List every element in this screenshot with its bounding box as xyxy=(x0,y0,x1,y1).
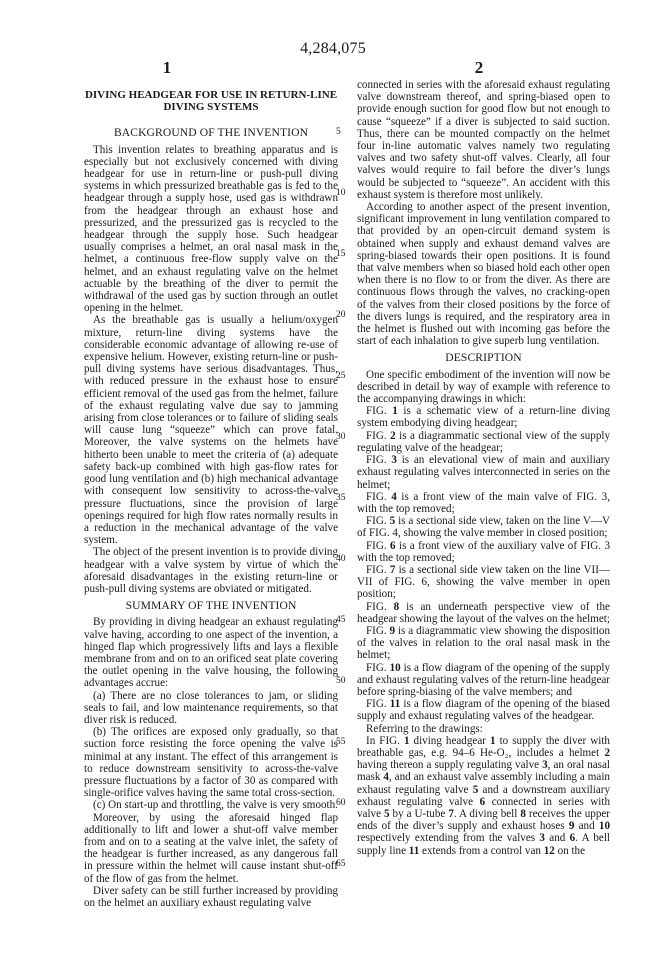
figure-label: FIG. xyxy=(366,429,391,442)
figure-label: FIG. xyxy=(366,624,390,637)
figure-description: FIG. 5 is a sectional side view, taken on the line V—V of FIG. 4, showing the valve member in closed position; xyxy=(357,515,610,540)
figure-description: FIG. 11 is a flow diagram of the opening of the biased supply and exhaust regulating valves of the headgear. xyxy=(357,698,610,723)
figure-description: FIG. 10 is a flow diagram of the opening of the supply and exhaust regulating valves of the return-line headgear before spring-biasing of the valve members; and xyxy=(357,661,610,698)
line-number: 40 xyxy=(336,554,346,564)
background-paragraph: As the breathable gas is usually a helium/oxygen mixture, return-line diving systems have the considerable economic advantage of allowing re-use of expensive helium. However, existing return-line or push-pull diving systems have serious disadvantages. Thus, with reduced pressure in the exhaust hose to ensure efficient removal of the used gas from the helmet, failure of the exhaust regulating valve due say to jamming arising from close tolerances or to failure of sliding seals will cause lung “squeeze” which can prove fatal. Moreover, the valve systems on the helmets have hitherto been unable to meet the criteria of (a) adequate safety back-up combined with high gas-flow rates for good lung ventilation and (b) high mechanical advantage with consequent low sensitivity to across-the-valve pressure fluctuations, since the provision of large openings required for high flow rates normally results in a reduction in the mechanical advantage of the valve system. xyxy=(84,314,338,547)
line-number: 10 xyxy=(336,188,346,198)
description-intro: One specific embodiment of the invention will now be described in detail by way of example with reference to the accompanying drawings in which: xyxy=(357,368,610,406)
line-number: 35 xyxy=(336,493,346,503)
line-number: 5 xyxy=(336,127,341,137)
figure-description: FIG. 7 is a sectional side view taken on the line VII—VII of FIG. 6, showing the valve member in open position; xyxy=(357,563,610,601)
line-number: 30 xyxy=(336,432,346,442)
summary-paragraph: (b) The orifices are exposed only gradually, so that suction force resisting the force opening the valve is minimal at any instant. The effect of this arrangement is to reduce downstream sensitivity to across-the-valve pressure fluctuations by a factor of 30 as compared with single-orifice valves having the same total cross-section. xyxy=(84,726,338,800)
figure-description: FIG. 4 is a front view of the main valve of FIG. 3, with the top removed; xyxy=(357,490,610,515)
background-paragraph: This invention relates to breathing apparatus and is especially but not exclusively concerned with diving headgear for use in return-line or push-pull diving systems in which pressurized breathable gas is fed to the headgear through a supply hose, used gas is withdrawn from the headgear through an exhaust hose and pressurized, and the pressurized gas is recycled to the headgear through the supply hose. Such headgear usually comprises a helmet, an oral nasal mask in the helmet, a continuous free-flow supply valve on the helmet, and an exhaust regulating valve on the helmet actuable by the breathing of the diver to permit the withdrawal of the used gas by suction through an outlet opening in the helmet. xyxy=(84,143,338,315)
figure-label: FIG. xyxy=(366,563,390,576)
continuation-paragraph: According to another aspect of the present invention, significant improvement in lung ventilation compared to that provided by an open-circuit demand system is obtained when supply and exhaust demand valves are spring-biased towards their open positions. It is found that valve members when so biased hold each other open when there is no flow to or from the diver. As there are continuous flows through the valves, no cracking-open of the valves from their closed positions by the force of the divers lungs is required, and the respiratory area in the helmet is flushed out with incoming gas before the start of each inhalation to give superb lung ventilation. xyxy=(357,201,610,348)
patent-title: DIVING HEADGEAR FOR USE IN RETURN-LINE DIVING SYSTEMS xyxy=(84,89,338,114)
figure-label: FIG. xyxy=(366,515,390,528)
figure-description: FIG. 8 is an underneath perspective view of the headgear showing the layout of the valves on the helmet; xyxy=(357,600,610,625)
detail-paragraph: In FIG. 1 diving headgear 1 to supply the diver with breathable gas, e.g. 94–6 He-O₂, includes a helmet 2 having thereon a supply regulating valve 3, an oral nasal mask 4, and an exhaust valve assembly including a main exhaust regulating valve 5 and a downstream auxiliary exhaust regulating valve 6 connected in series with valve 5 by a U-tube 7. A diving bell 8 receives the upper ends of the diver’s supply and exhaust hoses 9 and 10 respectively extending from the valves 3 and 6. A bell supply line 11 extends from a control van 12 on the xyxy=(357,734,611,857)
figure-label: FIG. xyxy=(366,490,392,503)
summary-heading: SUMMARY OF THE INVENTION xyxy=(125,599,297,613)
right-column xyxy=(357,79,610,857)
description-heading: DESCRIPTION xyxy=(445,351,522,365)
column-number-right: 2 xyxy=(474,58,484,77)
figure-label: FIG. xyxy=(366,405,393,418)
line-number: 20 xyxy=(336,310,346,320)
figure-description: FIG. 9 is a diagrammatic view showing the disposition of the valves in relation to the oral nasal mask in the helmet; xyxy=(357,624,610,662)
figure-label: FIG. xyxy=(366,539,391,552)
figure-label: FIG. xyxy=(366,600,394,613)
summary-paragraph: Diver safety can be still further increased by providing on the helmet an auxiliary exhaust regulating valve xyxy=(84,884,338,909)
summary-paragraph: (a) There are no close tolerances to jam, or sliding seals to fail, and low maintenance requirements, so that diver risk is reduced. xyxy=(84,689,338,726)
left-column xyxy=(84,89,338,909)
summary-paragraph: (c) On start-up and throttling, the valve is very smooth. xyxy=(93,799,338,812)
line-number: 55 xyxy=(336,737,346,747)
figure-label: FIG. xyxy=(366,661,390,674)
line-number: 25 xyxy=(336,371,346,381)
figure-list xyxy=(357,405,610,722)
column-number-left: 1 xyxy=(162,58,172,77)
figure-label: FIG. xyxy=(366,698,390,711)
figure-description: FIG. 3 is an elevational view of main and auxiliary exhaust regulating valves interconnected in series on the helmet; xyxy=(357,454,610,491)
line-number: 65 xyxy=(336,859,346,869)
continuation-paragraph: connected in series with the aforesaid exhaust regulating valve downstream thereof, and spring-biased open to provide enough suction for good flow but not enough to cause “squeeze” if a diver is subjected to said suction. Thus, there can be mounted compactly on the helmet four in-line automatic valves namely two regulating valves and two safety shut-off valves. Clearly, all four valves would require to fail before the diver’s lungs would be subjected to “squeeze”. An accident with this exhaust system is therefore most unlikely. xyxy=(357,79,610,201)
line-number: 45 xyxy=(336,615,346,625)
figure-description: FIG. 6 is a front view of the auxiliary valve of FIG. 3 with the top removed; xyxy=(357,539,610,564)
line-number: 60 xyxy=(336,798,346,808)
line-number: 50 xyxy=(336,676,346,686)
background-paragraph: The object of the present invention is to provide diving headgear with a valve system by virtue of which the aforesaid disadvantages in the existing return-line or push-pull diving systems are obviated or mitigated. xyxy=(84,546,338,595)
summary-paragraph: Moreover, by using the aforesaid hinged flap additionally to lift and lower a shut-off valve member from and on to a seating at the valve inlet, the safety of the headgear is further increased, as any dangerous fall in pressure within the helmet will cause instant shut-off of the flow of gas from the helmet. xyxy=(84,811,338,885)
referring-line: Referring to the drawings: xyxy=(366,722,483,735)
background-heading: BACKGROUND OF THE INVENTION xyxy=(113,126,309,140)
figure-description: FIG. 1 is a schematic view of a return-line diving system embodying diving headgear; xyxy=(357,405,610,430)
patent-number: 4,284,075 xyxy=(300,40,366,57)
line-number: 15 xyxy=(336,249,346,259)
figure-label: FIG. xyxy=(366,454,392,467)
summary-paragraph: By providing in diving headgear an exhaust regulating valve having, according to one aspect of the invention, a hinged flap which progressively lifts and lays a flexible membrane from and on to an orificed seat plate covering the outlet opening in the valve housing, the following advantages accrue: xyxy=(84,616,338,690)
figure-description: FIG. 2 is a diagrammatic sectional view of the supply regulating valve of the headgear; xyxy=(357,429,610,454)
